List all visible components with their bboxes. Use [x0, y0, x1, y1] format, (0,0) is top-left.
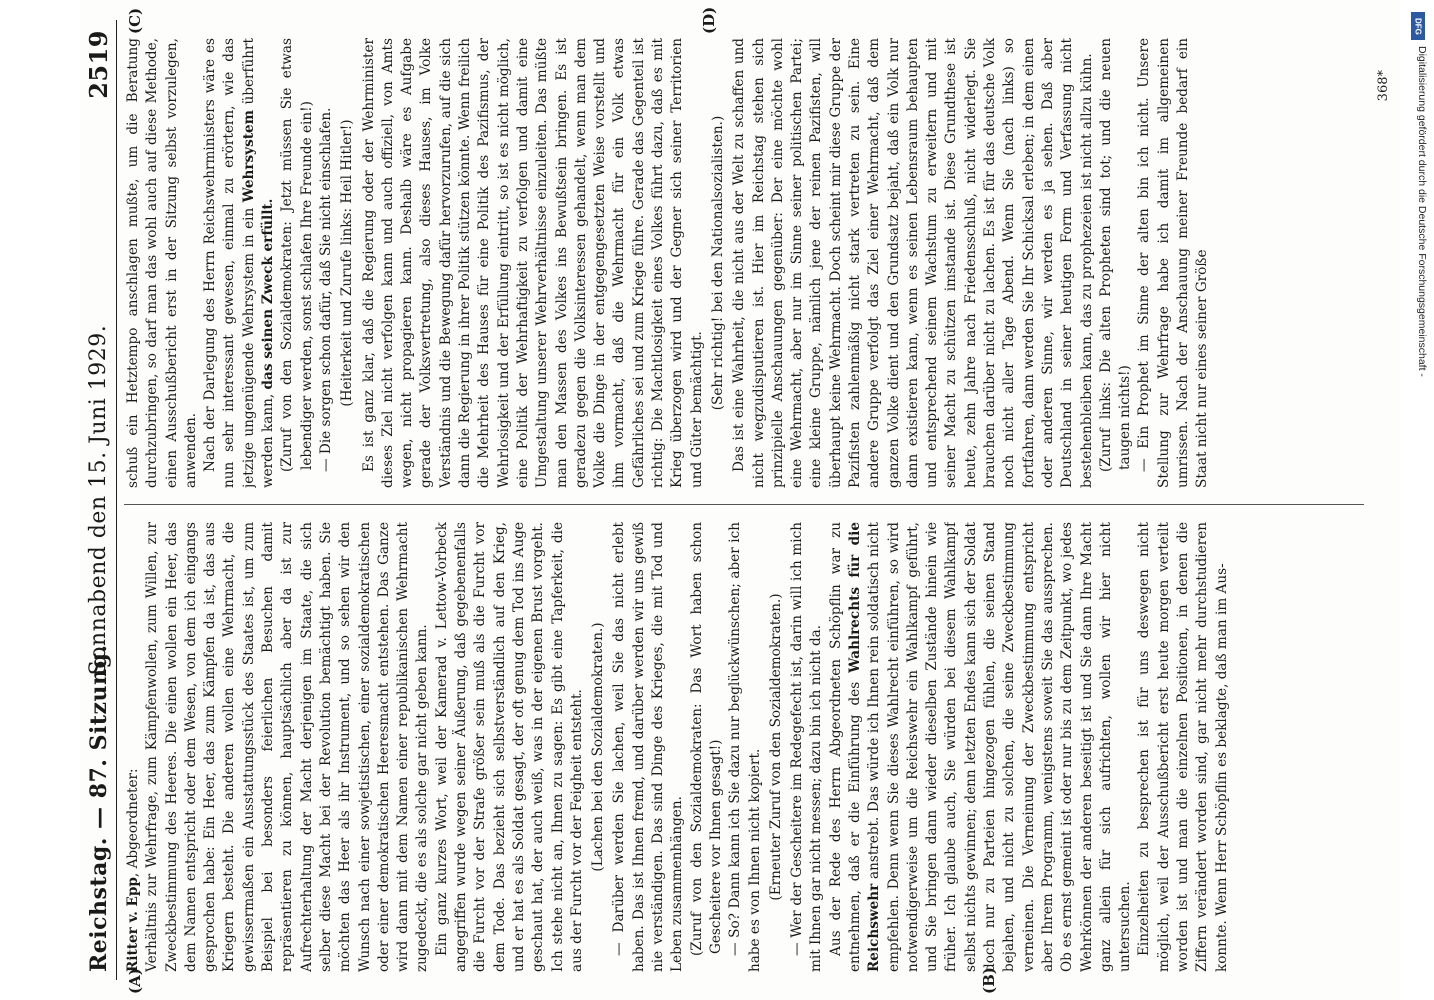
paragraph: (Erneuter Zuruf von den Sozialdemokraten.)	[767, 593, 784, 901]
paragraph: Ein ganz kurzes Wort, weil der Kamerad v. Lettow-Vorbeck angegriffen wurde wegen seiner Äußerung, daß gegebenenfalls die Furcht vor der Strafe größer sein muß als die Furcht vor dem Tode. Das bezieht sich selbstverständlich auf den Krieg, und er hat es als Soldat gesagt, der oft genug dem Tod ins Auge geschaut hat, der auch weiß, was in der eigenen Brust vorgeht. Ich stehe nicht an, Ihnen zu sagen: Es gibt eine Tapferkeit, die aus der Furcht vor der Feigheit entsteht.	[433, 522, 585, 972]
header-session: Reichstag. — 87. Sitzung.	[86, 644, 112, 972]
margin-marker-d: (D)	[700, 6, 718, 34]
right-column	[124, 38, 1364, 488]
paragraph: Das ist eine Wahrheit, die nicht aus der Welt zu schaffen und nicht wegzudisputieren ist. Hier im Reichstag stehen sich prinzipielle Anschauungen gegenüber: Der eine möchte wohl eine Wehrmacht, aber nur im Sinne seiner politischen Partei; eine kleine Gruppe, nämlich jene der reinen Pazifisten, will überhaupt keine Wehrmacht. Doch scheint mir diese Gruppe der Pazifisten zahlenmäßig nicht stark vertreten zu sein. Eine andere Gruppe verfolgt das Ziel einer Wehrmacht, daß dem ganzen Volke dient und den Grundsatz bejaht, daß ein Volk nur dann existieren kann, wenn es seinen Lebensraum behaupten und entsprechend seinem Wachstum zu erweitern und mit seiner Macht zu schützen imstande ist. Diese Grundthese ist heute, zehn Jahre nach Friedensschluß, nicht widerlegt. Sie brauchen darüber nicht zu lachen. Es ist für das deutsche Volk noch nicht aller Tage Abend. Wenn Sie (nach links) so fortfahren, dann werden Sie Ihr Schicksal erleben; in dem einen oder anderen Sinne, wir werden es ja sehen. Daß aber Deutschland in seiner heutigen Form und Verfassung nicht bestehenbleiben kann, das zu prophezeien ist nicht allzu kühn.	[731, 38, 1095, 488]
left-column	[124, 522, 1364, 972]
paragraph: Ritter v. Epp, Abgeordneter:	[125, 768, 141, 972]
paragraph: — Die sorgen schon dafür, daß Sie nicht einschlafen.	[317, 107, 334, 472]
header-rule	[116, 20, 117, 980]
paragraph: (Zuruf von den Sozialdemokraten: Das Wort haben schon Gescheitere vor Ihnen gesagt!)	[688, 522, 724, 956]
paragraph: — So? Dann kann ich Sie dazu nur beglückwünschen; aber ich habe es von Ihnen nicht kopiert.	[727, 522, 763, 972]
paragraph: Verhältnis zur Wehrfrage, zum Kämpfenwollen, zum Willen, zur Zweckbestimmung des Heeres. Die einen wollen ein Heer, das dem Namen entspricht oder dem Wesen, von dem ich eingangs gesprochen habe: Ein Heer, das zum Kämpfen da ist, das aus Kriegern besteht. Die anderen wollen eine Wehrmacht, die gewissermaßen ein Ausstattungsstück des Staates ist, um zum Beispiel bei besonders feierlichen Besuchen damit repräsentieren zu können, hauptsächlich aber da ist zur Aufrechterhaltung der Macht derjenigen im Staate, die sich selber diese Macht bei der Revolution bemächtigt haben. Sie möchten das Heer als ihr Instrument, und so sehen wir den Wunsch nach einer sowjetistischen, einer sozialdemokratischen oder einer demokratischen Heeresmacht entstehen. Das Ganze wird dann mit dem Namen einer republikanischen Wehrmacht zugedeckt, die es als solche gar nicht geben kann.	[144, 522, 431, 972]
document-page	[80, 0, 1400, 1000]
margin-marker-c: (C)	[126, 7, 144, 34]
paragraph: (Zuruf links: Die alten Propheten sind tot; und die neuen taugen nichts!)	[1097, 38, 1134, 472]
column-divider	[124, 504, 1364, 505]
paragraph: Nach der Darlegung des Herrn Reichswehrministers wäre es nun sehr interessant gewesen, einmal zu erörtern, wie das jetzige ungenügende Wehrsystem in ein Wehrsystem überführt werden kann, das seinen Zweck erfüllt.	[202, 38, 277, 488]
paragraph: (Heiterkeit und Zurufe links: Heil Hitler!)	[339, 119, 356, 407]
dfg-watermark	[1408, 6, 1430, 996]
margin-marker-b: (B)	[980, 967, 998, 994]
signature-mark: 368*	[1376, 70, 1391, 102]
paragraph: Einzelheiten zu besprechen ist für uns deswegen nicht möglich, weil der Ausschußbericht erst heute morgen verteilt worden ist und man die einzelnen Positionen, in denen die Ziffern verändert worden sind, gar nicht mehr durchstudieren konnte. Wenn Herr Schöpflin es beklagte, daß man im Aus-	[1136, 522, 1230, 972]
paragraph: (Zuruf von den Sozialdemokraten: Jetzt müssen Sie etwas lebendiger werden, sonst schlafen Ihre Freunde ein!)	[279, 38, 315, 472]
page-number: 2519	[84, 30, 113, 99]
paragraph: (Lachen bei den Sozialdemokraten.)	[590, 622, 607, 872]
header-date: Sonnabend den 15. Juni 1929.	[86, 324, 111, 676]
paragraph: Es ist ganz klar, daß die Regierung oder der Wehrminister dieses Ziel nicht verfolgen kann und auch offiziell, von Amts wegen, nicht propagieren kann. Deshalb wäre es Aufgabe gerade der Volksvertretung, also dieses Hauses, im Volke Verständnis und die Bewegung dafür hervorzurufen, auf die sich dann die Regierung in ihrer Politik stützen könnte. Wenn freilich die Mehrheit des Hauses für eine Politik des Pazifismus, der Wehrlosigkeit und der Erfüllung eintritt, so ist es nicht möglich, eine Politik der Wehrhaftigkeit zu verfolgen und damit eine Umgestaltung unserer Wehrverhältnisse einzuleiten. Das müßte man den Massen des Volkes ins Bewußtsein bringen. Es ist geradezu gegen die Volksinteressen gehandelt, wenn man dem Volke die Dinge in der entgegengesetzten Weise vorstellt und ihm vormacht, daß die Wehrmacht für ein Volk etwas Gefährliches sei und zum Kriege führe. Gerade das Gegenteil ist richtig: Die Machtlosigkeit eines Volkes führt dazu, daß es mit Krieg überzogen wird und der Gegner sich seiner Territorien und Güter bemächtigt.	[360, 38, 705, 488]
paragraph: (Sehr richtig! bei den Nationalsozialisten.)	[709, 115, 726, 411]
dfg-watermark-text: Digitalisierung gefördert durch die Deutsche Forschungsgemeinschaft -	[1416, 46, 1428, 377]
paragraph: — Darüber werden Sie lachen, weil Sie das nicht erlebt haben. Das ist Ihnen fremd, und darüber werden wir uns gewiß nie verständigen. Das sind Dinge des Krieges, die mit Tod und Leben zusammenhängen.	[611, 522, 686, 972]
dfg-logo: DFG	[1411, 12, 1425, 40]
paragraph: Aus der Rede des Herrn Abgeordneten Schöpflin war zu entnehmen, daß er die Einführung des Wahlrechts für die Reichswehr anstrebt. Das würde ich Ihnen rein soldatisch nicht empfehlen. Denn wenn Sie dieses Wahlrecht einführen, so wird notwendigerweise um die Reichswehr ein Wahlkampf geführt, und Sie bringen dann wieder dieselben Zustände hinein wie früher. Ich glaube auch, Sie würden bei diesem Wahlkampf selbst nichts gewinnen; denn letzten Endes kann sich der Soldat doch nur zu Parteien hingezogen fühlen, die seinen Stand bejahen, und nicht zu solchen, die seine Zweckbestimmung verneinen. Die Verneinung der Zweckbestimmung entspricht aber Ihrem Programm, wenigstens soweit Sie das aussprechen. Ob es ernst gemeint ist oder nur bis zu dem Zeitpunkt, wo jedes Wehrkönnen der anderen beseitigt ist und Sie dann Ihre Macht ganz allein für sich aufrichten, wollen wir hier nicht untersuchen.	[827, 522, 1134, 972]
page-header	[80, 0, 120, 1000]
paragraph: schuß ein Hetztempo anschlagen mußte, um die Beratung durchzubringen, so darf man das wohl auch auf diese Methode, einen Ausschußbericht erst in der Sitzung selbst vorzulegen, anwenden.	[125, 38, 199, 488]
margin-marker-a: (A)	[126, 968, 144, 994]
paragraph: — Ein Prophet im Sinne der alten bin ich nicht. Unsere Stellung zur Wehrfrage habe ich damit im allgemeinen umrissen. Nach der Anschauung meiner Freunde bedarf ein Staat nicht nur eines seiner Größe	[1136, 38, 1211, 488]
paragraph: — Wer der Gescheitere im Redegefecht ist, darin will ich mich mit Ihnen gar nicht messen; dazu bin ich nicht da.	[789, 522, 825, 972]
